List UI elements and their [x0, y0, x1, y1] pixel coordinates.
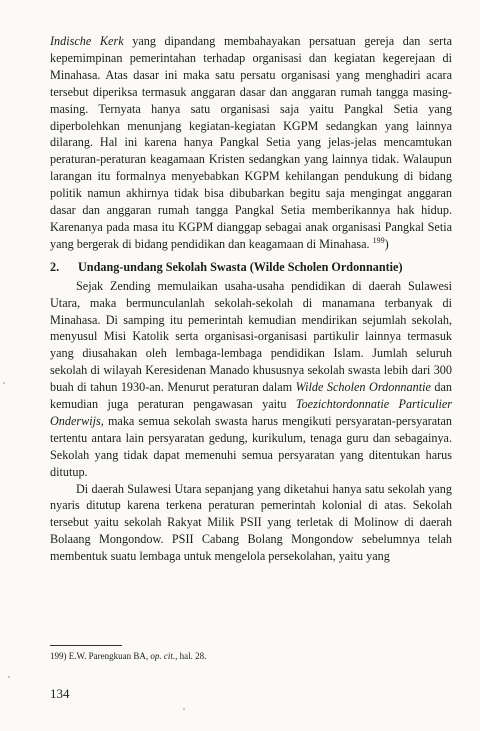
paper-speck	[8, 676, 10, 678]
paragraph-1	[50, 33, 452, 253]
page-number: 134	[50, 686, 70, 701]
footnote	[50, 650, 206, 662]
italic-term: Wilde Scholen Ordonnantie	[295, 380, 431, 395]
footnote-italic: op. cit.,	[150, 651, 178, 661]
paragraph-text: maka semua sekolah swasta harus mengikuti persyaratan-persyaratan tertentu antara lain persyaratan gedung, kurikulum, tenaga guru dan sebagainya. Sekolah yang tidak dapat memenuhi semua persyaratan yang ditentukan harus ditutup.	[50, 413, 452, 479]
section-number: 2.	[50, 259, 60, 274]
paragraph-text: Sejak Zending memulaikan usaha-usaha pendidikan di daerah Sulawesi Utara, maka bermunculanlah sekolah-sekolah di manamana terbanyak di Minahasa. Di samping itu pemerintah kemudian mendirikan sejumlah sekolah, menyusul Misi Katolik serta organisasi-organisasi partikulir lainnya termasuk yang diusahakan oleh lembaga-lembaga pendidikan Islam. Jumlah seluruh sekolah di wilayah Keresidenan Manado khususnya sekolah swasta lebih dari 300 buah di tahun 1930-an. Menurut peraturan dalam	[50, 278, 452, 395]
footnote-reference[interactable]: 199	[372, 235, 385, 245]
italic-term: Toezichtordonnatie Particulier Onderwijs,	[50, 397, 453, 428]
paragraph-2	[50, 278, 452, 481]
paragraph-text: )	[384, 236, 389, 251]
footnote-divider	[50, 645, 122, 646]
italic-term: Indische Kerk	[50, 34, 124, 48]
paragraph-text: dan kemudian juga peraturan pengawasan yaitu	[50, 380, 452, 412]
page-body	[50, 33, 452, 565]
section-title: Undang-undang Sekolah Swasta (Wilde Scholen Ordonnantie)	[78, 259, 403, 274]
paragraph-text: Di daerah Sulawesi Utara sepanjang yang diketahui hanya satu sekolah yang nyaris ditutup karena terkena peraturan pemerintah kolonial di atas. Sekolah tersebut yaitu sekolah Rakyat Milik PSII yang terletak di Molinow di daerah Bolaang Mongondow. PSII Cabang Bolang Mongondow sebelumnya telah membentuk suatu lembaga untuk mengelola persekolahan, yaitu yang	[50, 481, 452, 564]
paragraph-text: yang dipandang membahayakan persatuan gereja dan serta kepemimpinan pemerintahan terhadap organisasi dan kegiatan kegerejaan di Minahasa. Atas dasar ini maka satu persatu organisasi yang menghadiri acara tersebut diperiksa termasuk anggaran dasar dan anggaran rumah tangga masing-masing. Ternyata hanya satu organisasi saja yaitu Pangkal Setia yang diperbolehkan menunjang kegiatan-kegiatan KGPM sedangkan yang lainnya dilarang. Hal ini karena hanya Pangkal Setia yang jelas-jelas mencamtukan peraturan-peraturan keagamaan Kristen sedangkan yang lainnya tidak. Walaupun larangan itu formalnya menyebabkan KGPM kehilangan pendukung di bidang politik namun akhirnya tidak bisa dibubarkan begitu saja mengingat anggaran dasar dan anggaran rumah tangga Pangkal Setia memberikannya hak hidup. Karenanya pada masa itu KGPM dianggap sebagai anak organisasi Pangkal Setia yang bergerak di bidang pendidikan dan keagamaan di Minahasa.	[50, 34, 452, 251]
footnote-text: hal. 28.	[177, 651, 207, 661]
paper-speck	[183, 708, 185, 710]
paper-speck	[3, 382, 5, 384]
footnote-text: 199) E.W. Parengkuan BA,	[50, 651, 151, 661]
paragraph-3	[50, 481, 452, 566]
section-heading	[50, 259, 452, 276]
